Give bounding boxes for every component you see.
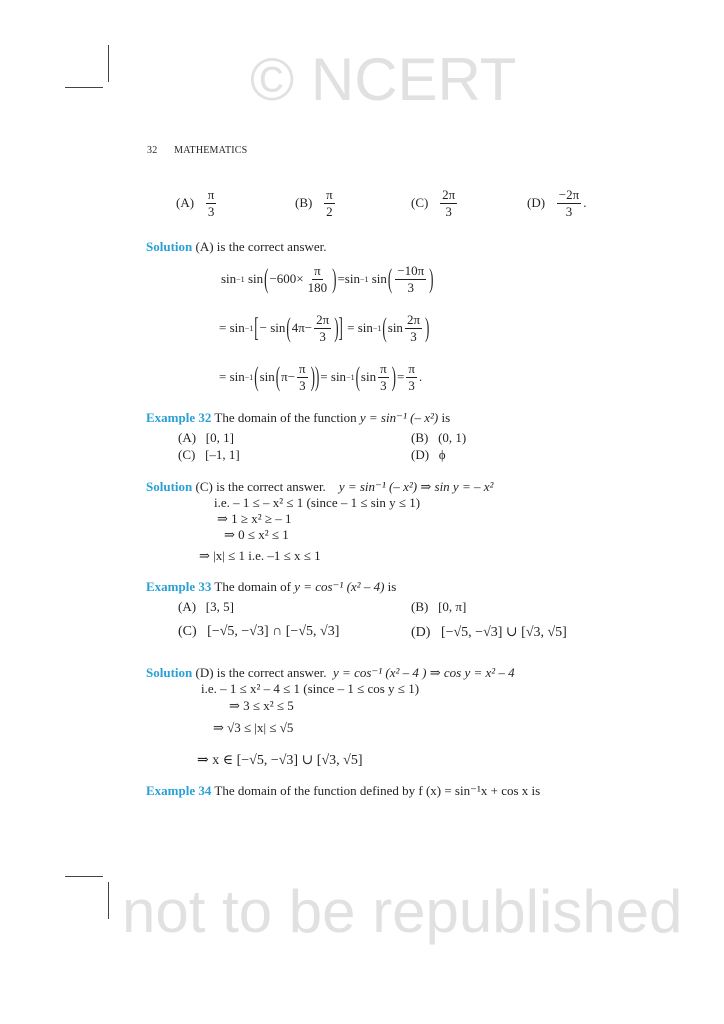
solution-33: Solution (D) is the correct answer. y = cos⁻¹ (x² – 4 ) ⇒ cos y = x² – 4 <box>146 665 515 680</box>
example-34: Example 34 The domain of the function defined by f (x) = sin⁻¹x + cos x is <box>146 783 541 798</box>
example-label: Example 33 <box>146 579 212 594</box>
solution-step: ⇒ 1 ≥ x² ≥ – 1 <box>217 511 292 526</box>
option-b: (B) [0, π] <box>411 599 467 614</box>
example-33: Example 33 The domain of y = cos⁻¹ (x² – 4) is <box>146 579 397 594</box>
crop-mark <box>65 87 103 88</box>
page-header <box>147 145 247 156</box>
option-d: (D) ϕ <box>411 447 446 462</box>
solution-step: i.e. – 1 ≤ x² – 4 ≤ 1 (since – 1 ≤ cos y ≤ 1) <box>201 681 420 696</box>
solution-step: ⇒ x ∈ [−√5, −√3] ∪ [√3, √5] <box>197 753 363 768</box>
crop-mark <box>65 876 103 877</box>
solution-step: ⇒ √3 ≤ |x| ≤ √5 <box>213 720 294 735</box>
option-c: (C) [−√5, −√3] ∩ [−√5, √3] <box>178 624 340 639</box>
example-32: Example 32 The domain of the function y = sin⁻¹ (– x²) is <box>146 410 451 425</box>
question-options <box>176 188 586 218</box>
running-title: MATHEMATICS <box>174 145 248 156</box>
option-c: (C) $\frac{2\pi}{3}$ <box>411 187 456 219</box>
solution-label: Solution <box>146 665 193 680</box>
example-label: Example 34 <box>146 783 212 798</box>
option-b: (B) (0, 1) <box>411 430 467 445</box>
solution-label: Solution <box>146 479 193 494</box>
solution-31 <box>146 239 327 255</box>
example-label: Example 32 <box>146 410 212 425</box>
option-a: (A) $\frac{\pi}{3}$ <box>176 187 215 219</box>
equation-line-3: = sin −1 ( sin ( π− $\frac{\pi}{3}$ )) = sin −1 ( sin $\frac{\pi}{3}$ ) = $\frac{\pi}{3}$ . <box>219 360 423 393</box>
option-a: (A) [0, 1] <box>178 430 234 445</box>
crop-mark <box>108 45 109 82</box>
option-c: (C) [–1, 1] <box>178 447 240 462</box>
solution-32: Solution (C) is the correct answer. y = sin⁻¹ (– x²) ⇒ sin y = – x² <box>146 479 494 494</box>
crop-mark <box>108 882 109 919</box>
solution-step: ⇒ |x| ≤ 1 i.e. –1 ≤ x ≤ 1 <box>199 548 321 563</box>
solution-text: (A) is the correct answer. <box>195 239 327 254</box>
solution-step: ⇒ 0 ≤ x² ≤ 1 <box>224 527 289 542</box>
page-number: 32 <box>147 145 158 156</box>
option-a: (A) [3, 5] <box>178 599 234 614</box>
equation-line-1: sin −1 sin ( −600× $\frac{\pi}{180}$ ) =sin −1 sin ( $\frac{-10\pi}{3}$ ) <box>221 262 434 295</box>
watermark-republished: not to be republished <box>122 878 683 945</box>
solution-step: ⇒ 3 ≤ x² ≤ 5 <box>229 698 294 713</box>
solution-label: Solution <box>146 239 193 254</box>
option-b: (B) $\frac{\pi}{2}$ <box>295 187 333 219</box>
equation-line-2: = sin −1 [ − sin ( 4π− $\frac{2\pi}{3}$ )] = sin −1 ( sin $\frac{2\pi}{3}$ ) <box>219 311 430 344</box>
watermark-ncert: © NCERT <box>250 46 517 113</box>
option-d: (D) $\frac{-2\pi}{3}$ . <box>527 187 587 219</box>
option-d: (D) [−√5, −√3] ∪ [√3, √5] <box>411 625 567 640</box>
solution-step: i.e. – 1 ≤ – x² ≤ 1 (since – 1 ≤ sin y ≤ 1) <box>214 495 421 510</box>
